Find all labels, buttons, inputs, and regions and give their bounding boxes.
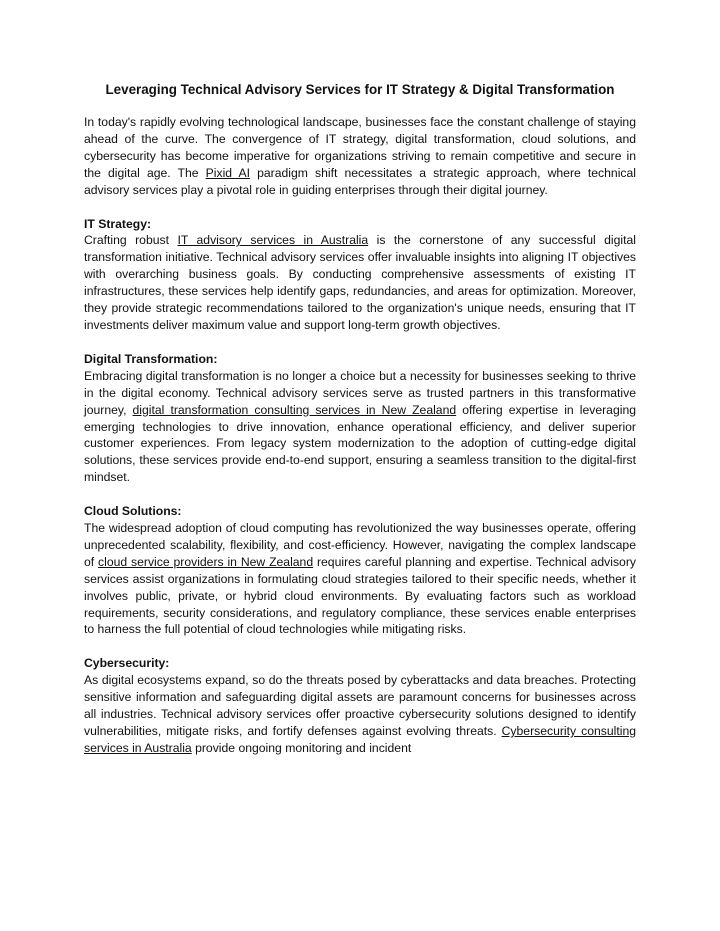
section-text-after: offering expertise in leveraging emerging technologies to drive innovation, enhance operational efficiency, and deliver superior customer experiences. From legacy system modernization to the adoption of cutting-edge digital solutions, these services provide end-to-end support, ensuring a seamless transition to the digital-first mindset. (84, 402, 636, 485)
section-digital-transformation (84, 351, 636, 486)
section-it-strategy (84, 216, 636, 334)
cybersecurity-australia-link[interactable]: Cybersecurity consulting services in Australia (84, 724, 637, 755)
document-title: Leveraging Technical Advisory Services for IT Strategy & Digital Transformation (105, 82, 615, 97)
section-text-before: Crafting robust (84, 233, 178, 248)
it-advisory-australia-link[interactable]: IT advisory services in Australia (177, 233, 369, 248)
section-text-before: Embracing digital transformation is no longer a choice but a necessity for businesses seeking to thrive in the digital economy. Technical advisory services serve as trusted partners in this transformative journey, (84, 368, 636, 417)
pixid-ai-link[interactable]: Pixid AI (205, 165, 251, 180)
section-text-before: As digital ecosystems expand, so do the threats posed by cyberattacks and data breaches. Protecting sensitive information and safeguarding digital assets are paramount concerns for businesses across all industries. Technical advisory services offer proactive cybersecurity solutions designed to identify vulnerabilities, mitigate risks, and fortify defenses against evolving threats. (84, 673, 636, 738)
section-heading: IT Strategy: (84, 216, 152, 231)
cloud-providers-nz-link[interactable]: cloud service providers in New Zealand (98, 554, 314, 569)
section-cloud-solutions (84, 503, 636, 638)
section-cybersecurity (84, 655, 636, 756)
section-text-after: provide ongoing monitoring and incident (191, 740, 412, 755)
digital-transformation-nz-link[interactable]: digital transformation consulting services in New Zealand (132, 402, 457, 417)
document-page (84, 82, 636, 774)
section-text-before: The widespread adoption of cloud computing has revolutionized the way businesses operate, offering unprecedented scalability, flexibility, and cost-efficiency. However, navigating the complex landscape of (84, 521, 636, 569)
section-heading: Digital Transformation: (84, 351, 218, 366)
intro-paragraph (84, 114, 636, 199)
section-heading: Cybersecurity: (84, 656, 170, 671)
section-text-after: is the cornerstone of any successful digital transformation initiative. Technical advisory services offer invaluable insights into aligning IT objectives with overarching business goals. By conducting comprehensive assessments of existing IT infrastructures, these services help identify gaps, redundancies, and areas for optimization. Moreover, they provide strategic recommendations tailored to the organization's unique needs, ensuring that IT investments deliver maximum value and support long-term growth objectives. (84, 233, 636, 332)
intro-text-before: In today's rapidly evolving technological landscape, businesses face the constant challenge of staying ahead of the curve. The convergence of IT strategy, digital transformation, cloud solutions, and cybersecurity has become imperative for organizations striving to remain competitive and secure in the digital age. The (84, 115, 636, 180)
section-text-after: requires careful planning and expertise. Technical advisory services assist organizations in formulating cloud strategies tailored to their specific needs, whether it involves public, private, or hybrid cloud environments. By evaluating factors such as workload requirements, security considerations, and regulatory compliance, these services enable enterprises to harness the full potential of cloud technologies while mitigating risks. (84, 554, 636, 637)
intro-text-after: paradigm shift necessitates a strategic approach, where technical advisory services play a pivotal role in guiding enterprises through their digital journey. (84, 165, 636, 197)
section-heading: Cloud Solutions: (84, 504, 182, 519)
